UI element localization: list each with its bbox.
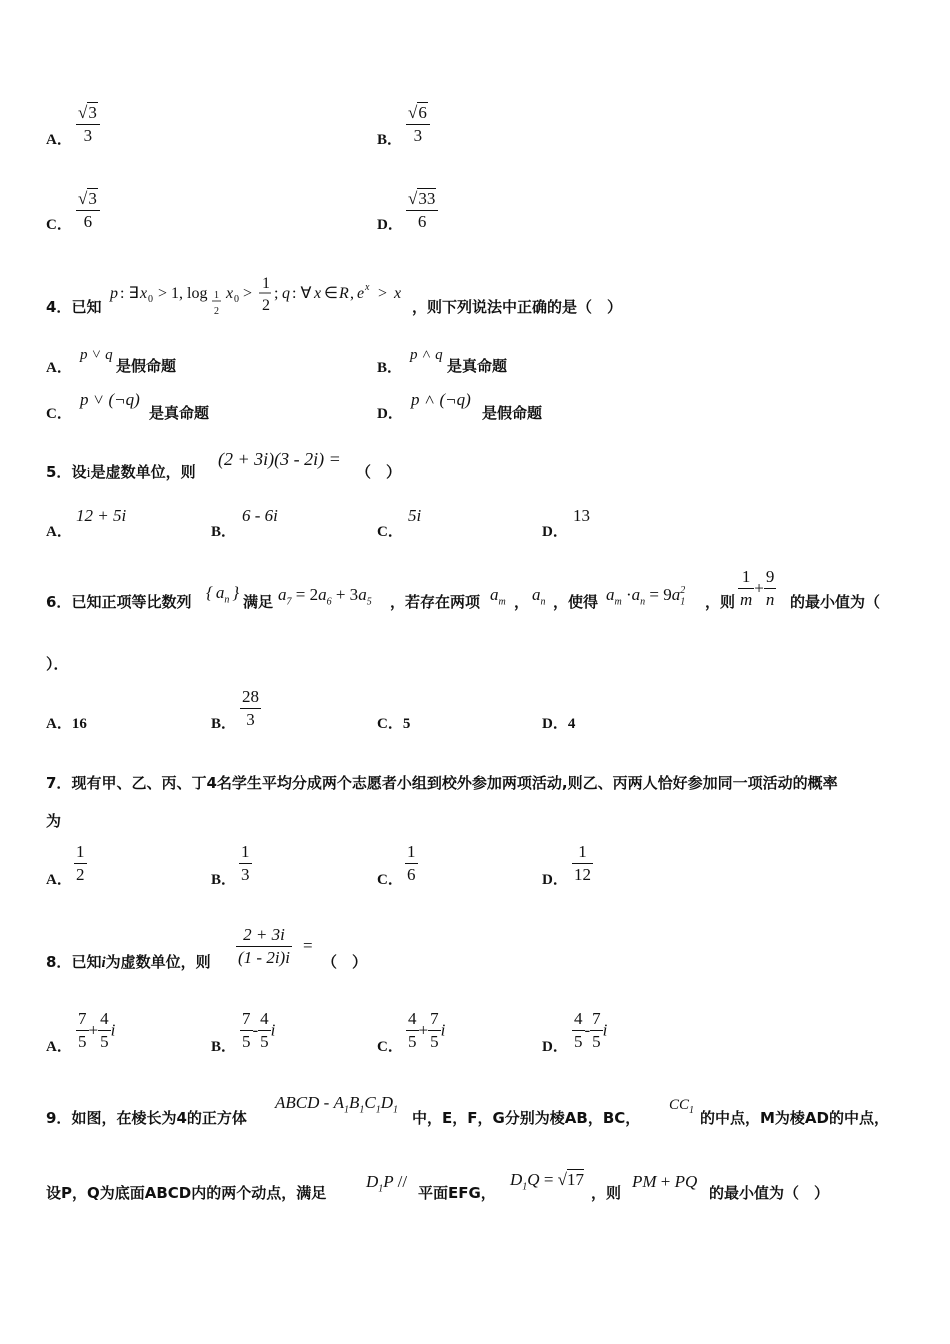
q6-seq: { $a_n$ }: [206, 583, 240, 606]
svg-text:e: e: [357, 285, 365, 302]
q8-stem: 8．已知i为虚数单位，则: [46, 953, 211, 971]
q5-option-b-value: 6 - 6i: [242, 506, 278, 525]
svg-text:2: 2: [214, 306, 219, 317]
svg-text:,: ,: [350, 285, 354, 302]
q7-option-b-value: $\frac{1}{3}$: [241, 842, 250, 884]
q3-option-a-label: A．: [46, 132, 72, 148]
q6-option-d-label: D．4: [542, 716, 576, 732]
q7-option-c-value: $\frac{1}{6}$: [407, 842, 416, 884]
q4-option-d-text: 是假命题: [482, 404, 543, 422]
q6-t6: ，则: [705, 593, 736, 611]
q5-expr: (2 + 3i)(3 - 2i) =: [218, 449, 341, 469]
q6-product: $a_m \cdot a_n = 9a_1^2$: [606, 585, 686, 608]
svg-text:q: q: [282, 285, 290, 302]
svg-text:0: 0: [148, 294, 153, 305]
q6-t3: ，若存在两项: [390, 593, 481, 611]
q5-option-a-value: 12 + 5i: [76, 506, 127, 525]
q5-option-c-label: C．: [377, 524, 403, 540]
svg-text:x: x: [226, 285, 234, 302]
q4-post: ，则下列说法中正确的是（ ）: [412, 298, 623, 316]
svg-text:: ∀: : ∀: [292, 285, 312, 302]
q7-option-a-value: $\frac{1}{2}$: [76, 842, 85, 884]
q5-option-d-value: 13: [573, 506, 590, 525]
q3-option-b-value: $\frac{√6}{3}$: [406, 102, 430, 147]
q3-option-b-label: B．: [377, 132, 403, 148]
q9-parallel: $D_1P$ //: [366, 1172, 408, 1195]
q7-stem: 7．现有甲、乙、丙、丁4名学生平均分成两个志愿者小组到校外参加两项活动,则乙、丙两人恰好参加同一项活动的概率: [46, 774, 838, 792]
q8-option-c-label: C．: [377, 1039, 403, 1055]
q9-cube: ABCD - $A_1B_1C_1D_1$: [275, 1093, 398, 1116]
q4-option-d-expr: p ˄ (¬q): [411, 390, 471, 409]
q5-option-d-label: D．: [542, 524, 568, 540]
svg-text:2: 2: [262, 297, 270, 314]
q4-option-d-label: D．: [377, 406, 403, 422]
q6-t7: 的最小值为（: [790, 593, 881, 611]
q7-option-d-label: D．: [542, 872, 568, 888]
q5-option-a-label: A．: [46, 524, 72, 540]
svg-text:>: >: [243, 285, 253, 302]
q8-post: （ ）: [322, 953, 368, 971]
q9-cc1: $CC_1$: [669, 1097, 695, 1116]
q6-target-expr: $\frac{1}{m}$ + $\frac{9}{n}$: [740, 567, 775, 609]
svg-text:x: x: [365, 282, 370, 293]
q6-option-b-value: $\frac{28}{3}$: [242, 687, 259, 729]
svg-text:p: p: [110, 285, 118, 302]
q6-option-a-label: A．16: [46, 716, 87, 732]
svg-text:∈: ∈: [324, 285, 338, 302]
q6-am: $a_m$: [490, 585, 506, 608]
q6-an: $a_n$: [532, 585, 546, 608]
q7-option-b-label: B．: [211, 872, 237, 888]
svg-text:1: 1: [214, 290, 219, 301]
q8-option-d-value: $\frac{4}{5}$ - $\frac{7}{5}$ i: [574, 1009, 608, 1051]
q7-option-c-label: C．: [377, 872, 403, 888]
q9-t4: 设P，Q为底面ABCD内的两个动点，满足: [46, 1184, 327, 1202]
q6-t5: ，使得: [553, 593, 599, 611]
q5-stem: 5．设i是虚数单位，则: [46, 463, 196, 481]
q9-sum: PM + PQ: [632, 1172, 698, 1191]
q5-option-c-value: 5i: [408, 506, 422, 525]
q9-t3: 的中点，M为棱AD的中点，: [700, 1109, 889, 1127]
q9-t2: 中，E，F，G分别为棱AB，BC，: [412, 1109, 641, 1127]
q4-formula: [108, 270, 413, 327]
svg-text:x: x: [394, 285, 402, 302]
q3-option-d-label: D．: [377, 217, 403, 233]
q6-option-c-label: C．5: [377, 716, 411, 732]
q8-option-d-label: D．: [542, 1039, 568, 1055]
q7-stem-2: 为: [46, 812, 62, 830]
q8-option-a-label: A．: [46, 1039, 72, 1055]
q4-option-c-label: C．: [46, 406, 72, 422]
q8-option-b-value: $\frac{7}{5}$ - $\frac{4}{5}$ i: [242, 1009, 276, 1051]
q6-t2: 满足: [243, 593, 274, 611]
q8-eq: =: [303, 936, 313, 955]
q9-distance: $D_1Q = √17$: [510, 1170, 584, 1193]
q4-stem: 4．已知: [46, 298, 102, 316]
q8-fraction: $\frac{2 + 3i}{(1 - 2i)i}$: [238, 925, 290, 967]
q6-t8: ）．: [46, 655, 69, 673]
q4-option-a-expr: p ˅ q: [80, 347, 113, 363]
q9-t5: 平面EFG，: [418, 1184, 496, 1202]
q8-option-b-label: B．: [211, 1039, 237, 1055]
q9-t7: 的最小值为（ ）: [709, 1184, 830, 1202]
q3-option-c-value: $\frac{√3}{6}$: [76, 188, 100, 233]
q4-option-b-expr: p ˄ q: [410, 347, 443, 363]
q3-option-d-value: $\frac{√33}{6}$: [406, 188, 438, 233]
q7-option-d-value: $\frac{1}{12}$: [574, 842, 591, 884]
q6-option-b-label: B．: [211, 716, 237, 732]
q6-condition: $a_7 = 2a_6 + 3a_5$: [278, 585, 372, 608]
q4-option-c-text: 是真命题: [149, 404, 210, 422]
q4-formula-svg: [108, 270, 413, 322]
q4-option-a-text: 是假命题: [116, 357, 177, 375]
q4-option-a-label: A．: [46, 360, 72, 376]
svg-text:;: ;: [274, 285, 279, 302]
q7-option-a-label: A．: [46, 872, 72, 888]
q4-option-c-expr: p ˅ (¬q): [80, 390, 140, 409]
q4-option-b-label: B．: [377, 360, 403, 376]
q8-option-a-value: $\frac{7}{5}$ + $\frac{4}{5}$ i: [78, 1009, 116, 1051]
svg-text:0: 0: [234, 294, 239, 305]
q8-option-c-value: $\frac{4}{5}$ + $\frac{7}{5}$ i: [408, 1009, 446, 1051]
q5-post: （ ）: [356, 463, 402, 481]
q3-option-a-value: $\frac{√3}{3}$: [76, 102, 100, 147]
q9-stem-start: 9．如图，在棱长为4的正方体: [46, 1109, 247, 1127]
svg-text:> 1, log: > 1, log: [158, 285, 208, 302]
q6-t4: ，: [514, 593, 530, 611]
q4-option-b-text: 是真命题: [447, 357, 508, 375]
q9-t6: ，则: [591, 1184, 622, 1202]
svg-text:>: >: [378, 285, 388, 302]
svg-text:x: x: [140, 285, 148, 302]
q6-stem-start: 6．已知正项等比数列: [46, 593, 192, 611]
svg-text:x: x: [314, 285, 322, 302]
svg-text:1: 1: [262, 275, 270, 292]
svg-text:: ∃: : ∃: [120, 285, 139, 302]
q5-option-b-label: B．: [211, 524, 237, 540]
q3-option-c-label: C．: [46, 217, 72, 233]
svg-text:R: R: [339, 285, 349, 302]
